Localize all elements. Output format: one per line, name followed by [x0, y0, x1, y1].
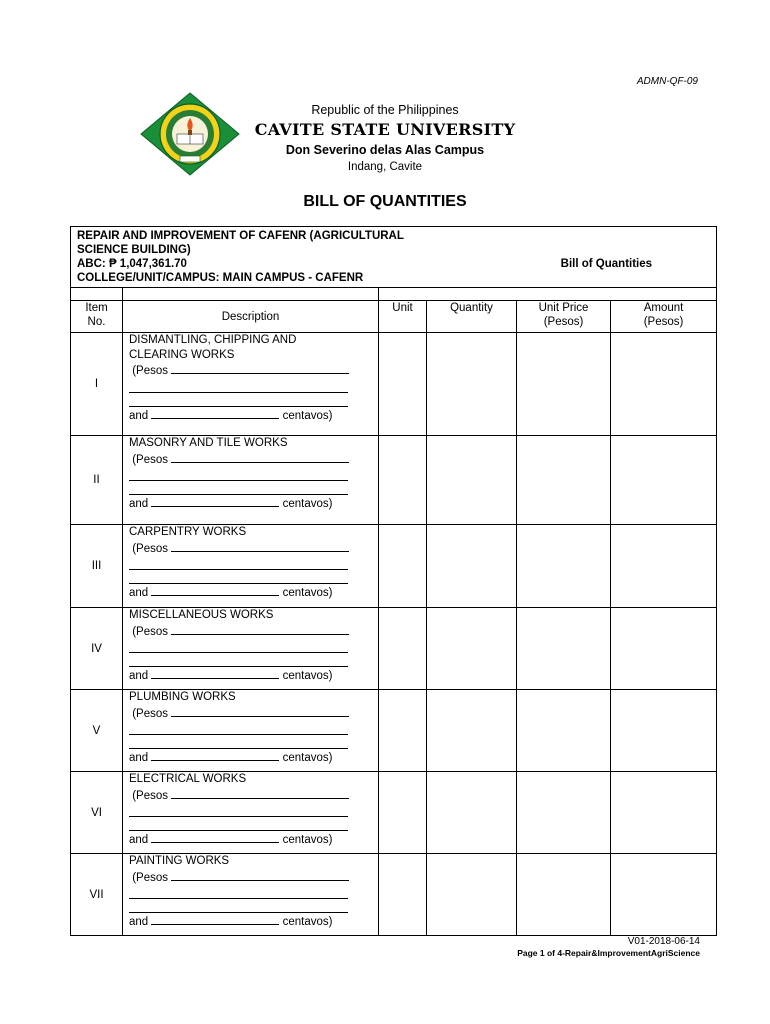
pesos-label: (Pesos	[132, 707, 168, 720]
item-number: III	[71, 525, 123, 608]
form-code: ADMN-QF-09	[636, 76, 698, 87]
words-blank[interactable]	[129, 573, 348, 584]
col-header-item	[71, 301, 123, 333]
abc-amount: ABC: ₱ 1,047,361.70	[77, 258, 187, 270]
item-description	[123, 525, 379, 608]
pesos-line	[129, 705, 374, 722]
item-description	[123, 854, 379, 936]
centavos-label: centavos)	[282, 834, 333, 846]
centavos-blank[interactable]	[151, 495, 279, 507]
centavos-label: centavos)	[282, 670, 333, 682]
pesos-blank[interactable]	[171, 362, 349, 374]
centavos-blank[interactable]	[151, 831, 279, 843]
pesos-blank[interactable]	[171, 623, 349, 635]
words-blank[interactable]	[129, 902, 348, 913]
item-description	[123, 333, 379, 436]
and-label: and	[129, 752, 149, 764]
centavos-line	[129, 667, 374, 684]
quantity-cell[interactable]	[427, 333, 517, 436]
town-name: Indang, Cavite	[347, 161, 423, 173]
college-unit-campus: COLLEGE/UNIT/CAMPUS: MAIN CAMPUS - CAFENR	[77, 272, 364, 284]
centavos-blank[interactable]	[151, 749, 279, 761]
item-number: II	[71, 436, 123, 525]
quantity-cell[interactable]	[427, 436, 517, 525]
table-row	[71, 436, 717, 525]
centavos-label: centavos)	[282, 752, 333, 764]
pesos-label: (Pesos	[132, 789, 168, 802]
amount-cell[interactable]	[611, 525, 717, 608]
quantity-cell[interactable]	[427, 772, 517, 854]
project-title-line1: REPAIR AND IMPROVEMENT OF CAFENR (AGRICULTURAL	[77, 230, 404, 242]
item-number: VII	[71, 854, 123, 936]
amount-cell[interactable]	[611, 772, 717, 854]
centavos-label: centavos)	[282, 587, 333, 599]
unit-price-cell[interactable]	[517, 436, 611, 525]
words-blank[interactable]	[129, 724, 348, 735]
amount-cell[interactable]	[611, 608, 717, 690]
words-blank[interactable]	[129, 806, 348, 817]
table-row	[71, 608, 717, 690]
and-label: and	[129, 409, 149, 422]
unit-price-cell[interactable]	[517, 772, 611, 854]
spacer-cell	[71, 288, 123, 301]
pesos-line	[129, 787, 374, 804]
words-blank[interactable]	[129, 484, 348, 495]
item-title: DISMANTLING, CHIPPING AND CLEARING WORKS	[129, 334, 297, 361]
pesos-line	[129, 451, 374, 468]
item-title: MISCELLANEOUS WORKS	[129, 609, 274, 621]
centavos-label: centavos)	[282, 498, 333, 510]
item-title: CARPENTRY WORKS	[129, 526, 247, 538]
spacer-cell	[379, 288, 717, 301]
unit-price-cell[interactable]	[517, 333, 611, 436]
centavos-line	[129, 407, 374, 424]
col-header-unit: Unit	[379, 301, 427, 333]
unit-cell[interactable]	[379, 333, 427, 436]
version-code: V01-2018-06-14	[627, 936, 700, 947]
centavos-line	[129, 831, 374, 848]
unit-price-cell[interactable]	[517, 608, 611, 690]
unit-cell[interactable]	[379, 772, 427, 854]
spacer-cell	[123, 288, 379, 301]
pesos-blank[interactable]	[171, 705, 349, 717]
pesos-blank[interactable]	[171, 540, 349, 552]
col-unit-price-text: Unit Price (Pesos)	[538, 302, 589, 328]
unit-cell[interactable]	[379, 436, 427, 525]
pesos-label: (Pesos	[132, 625, 168, 638]
quantity-cell[interactable]	[427, 854, 517, 936]
and-label: and	[129, 670, 149, 682]
pesos-blank[interactable]	[171, 451, 349, 463]
centavos-label: centavos)	[282, 916, 333, 928]
item-title: ELECTRICAL WORKS	[129, 773, 247, 785]
words-blank[interactable]	[129, 396, 348, 407]
republic-line: Republic of the Philippines	[311, 103, 459, 117]
table-row	[71, 525, 717, 608]
and-label: and	[129, 587, 149, 599]
words-blank[interactable]	[129, 738, 348, 749]
and-label: and	[129, 834, 149, 846]
unit-price-cell[interactable]	[517, 854, 611, 936]
bill-of-quantities-table	[70, 226, 717, 936]
and-label: and	[129, 916, 149, 928]
col-header-amount	[611, 301, 717, 333]
pesos-blank[interactable]	[171, 787, 349, 799]
spacer-row	[71, 288, 717, 301]
column-header-row	[71, 301, 717, 333]
pesos-label: (Pesos	[132, 453, 168, 466]
pesos-line	[129, 362, 374, 379]
pesos-label: (Pesos	[132, 365, 168, 377]
item-number: IV	[71, 608, 123, 690]
centavos-line	[129, 913, 374, 930]
words-blank[interactable]	[129, 820, 348, 831]
unit-cell[interactable]	[379, 854, 427, 936]
item-number: V	[71, 690, 123, 772]
amount-cell[interactable]	[611, 333, 717, 436]
col-item-text: Item No.	[85, 302, 108, 328]
campus-name: Don Severino delas Alas Campus	[285, 143, 485, 157]
unit-cell[interactable]	[379, 608, 427, 690]
unit-price-cell[interactable]	[517, 525, 611, 608]
pesos-line	[129, 540, 374, 557]
col-header-quantity: Quantity	[427, 301, 517, 333]
pesos-blank[interactable]	[171, 869, 349, 881]
document-title: BILL OF QUANTITIES	[303, 193, 467, 210]
amount-cell[interactable]	[611, 436, 717, 525]
item-title: PAINTING WORKS	[129, 855, 230, 867]
centavos-blank[interactable]	[151, 913, 279, 925]
words-blank[interactable]	[129, 382, 348, 393]
centavos-blank[interactable]	[151, 407, 279, 419]
unit-price-cell[interactable]	[517, 690, 611, 772]
quantity-cell[interactable]	[427, 525, 517, 608]
boq-label: Bill of Quantities	[560, 258, 653, 270]
centavos-line	[129, 584, 374, 601]
centavos-blank[interactable]	[151, 584, 279, 596]
centavos-line	[129, 495, 374, 512]
unit-cell[interactable]	[379, 525, 427, 608]
item-description	[123, 772, 379, 854]
unit-cell[interactable]	[379, 690, 427, 772]
words-blank[interactable]	[129, 888, 348, 899]
col-header-unit-price	[517, 301, 611, 333]
col-amount-text: Amount (Pesos)	[643, 302, 684, 328]
col-header-description: Description	[123, 301, 379, 333]
pesos-label: (Pesos	[132, 542, 168, 555]
amount-cell[interactable]	[611, 690, 717, 772]
words-blank[interactable]	[129, 470, 348, 481]
item-title: PLUMBING WORKS	[129, 691, 236, 703]
centavos-label: centavos)	[282, 409, 333, 422]
words-blank[interactable]	[129, 642, 348, 653]
table-row	[71, 772, 717, 854]
pesos-label: (Pesos	[132, 871, 168, 884]
centavos-line	[129, 749, 374, 766]
item-number: VI	[71, 772, 123, 854]
item-number: I	[71, 333, 123, 436]
page-footer: Page 1 of 4-Repair&ImprovementAgriScience	[517, 948, 700, 958]
centavos-blank[interactable]	[151, 667, 279, 679]
words-blank[interactable]	[129, 559, 348, 570]
pesos-line	[129, 869, 374, 886]
item-description	[123, 436, 379, 525]
quantity-cell[interactable]	[427, 608, 517, 690]
item-description	[123, 690, 379, 772]
words-blank[interactable]	[129, 656, 348, 667]
pesos-line	[129, 623, 374, 640]
university-name: CAVITE STATE UNIVERSITY	[254, 120, 516, 139]
project-title-line2: SCIENCE BUILDING)	[77, 244, 191, 256]
item-title: MASONRY AND TILE WORKS	[129, 437, 288, 449]
table-row	[71, 690, 717, 772]
table-row	[71, 854, 717, 936]
table-row	[71, 333, 717, 436]
amount-cell[interactable]	[611, 854, 717, 936]
item-description	[123, 608, 379, 690]
project-info-cell	[71, 227, 717, 288]
and-label: and	[129, 498, 149, 510]
project-info-row	[71, 227, 717, 288]
quantity-cell[interactable]	[427, 690, 517, 772]
